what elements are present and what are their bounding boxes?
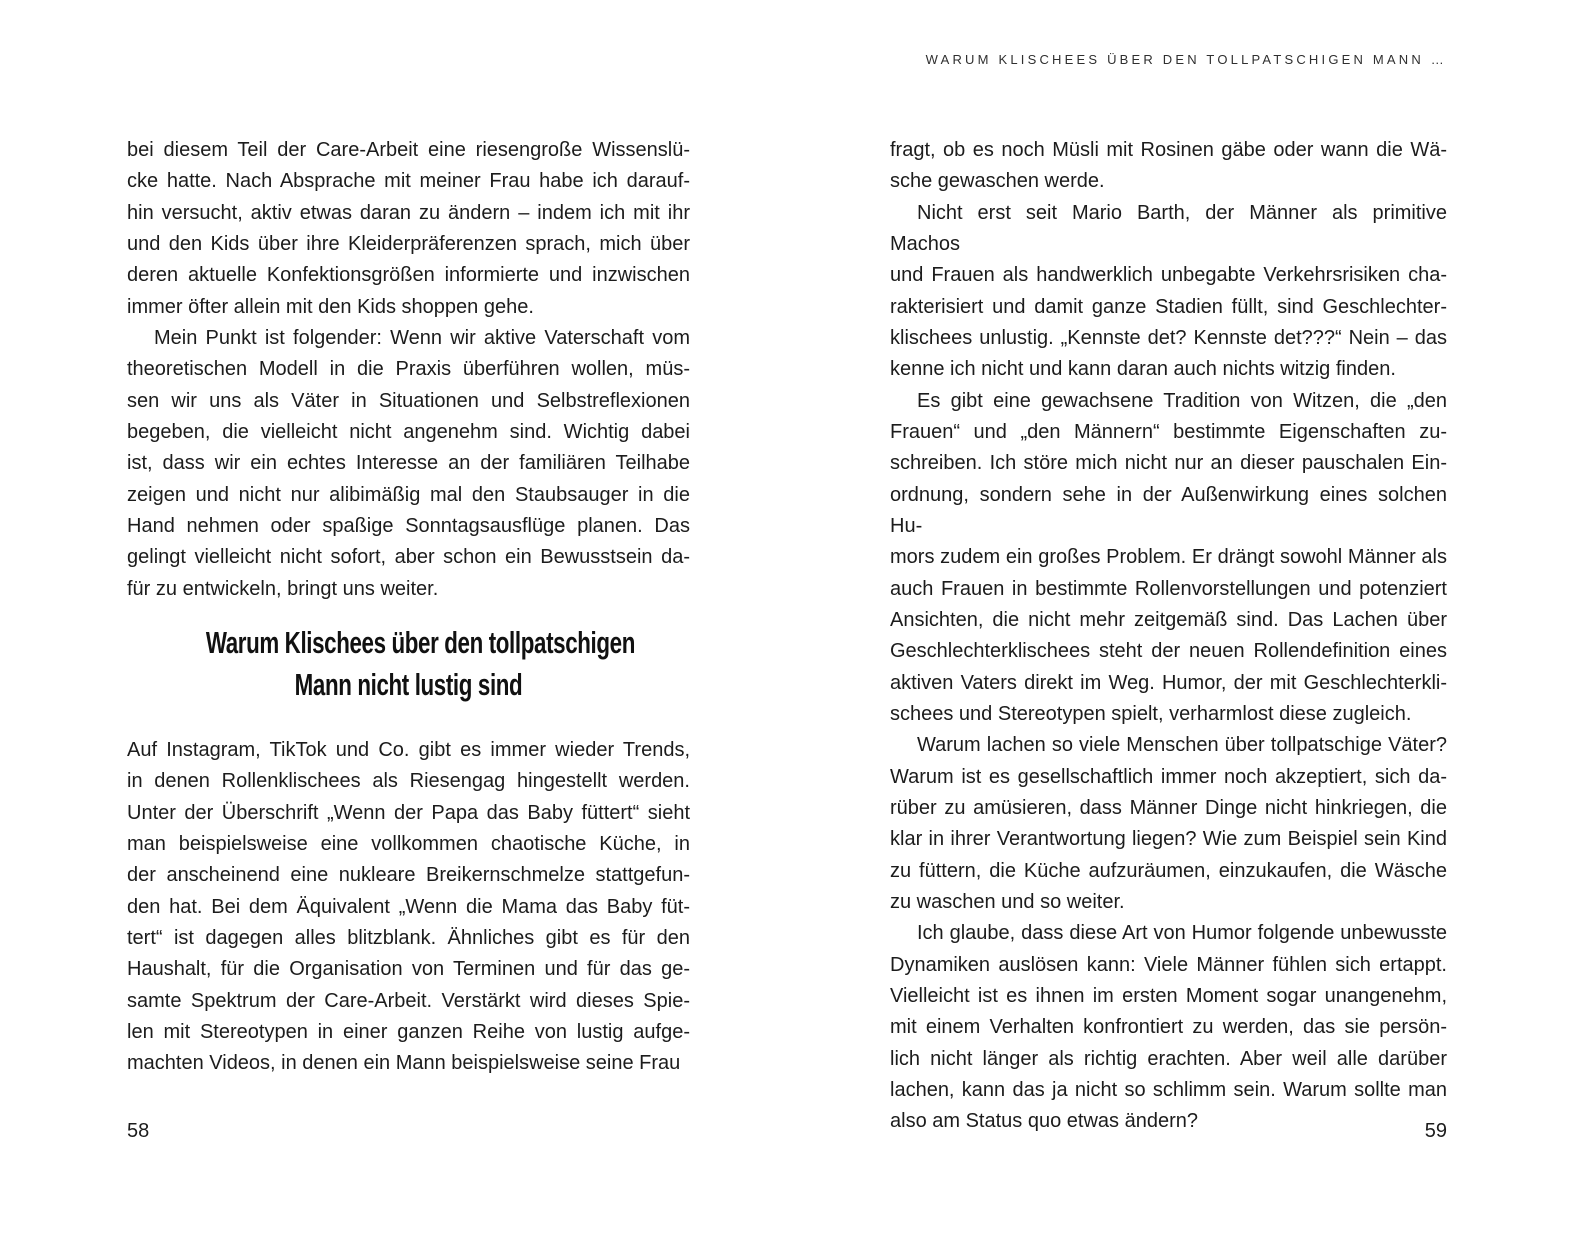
text-line: len mit Stereotypen in einer ganzen Reihe von lustig aufge- (127, 1020, 690, 1043)
text-line: Mein Punkt ist folgender: Wenn wir aktive Vaterschaft vom (154, 326, 690, 349)
text-line: schees und Stereotypen spielt, verharmlost diese zugleich. (890, 702, 1412, 725)
text-line: klar in ihrer Verantwortung liegen? Wie zum Beispiel sein Kind (890, 828, 1447, 851)
text-line: also am Status quo etwas ändern? (890, 1110, 1198, 1133)
text-line: kenne ich nicht und kann daran auch nichts witzig finden. (890, 358, 1396, 381)
text-line: cke hatte. Nach Absprache mit meiner Frau habe ich darauf- (127, 170, 690, 193)
paragraph (890, 386, 1447, 731)
text-line: Warum ist es gesellschaftlich immer noch akzeptiert, sich da- (890, 765, 1447, 788)
paragraph (890, 135, 1447, 198)
right-page-number: 59 (1424, 1120, 1447, 1142)
text-line: deren aktuelle Konfektionsgrößen informierte und inzwischen (127, 264, 690, 287)
text-line: Dynamiken auslösen kann: Viele Männer fühlen sich ertappt. (890, 953, 1447, 976)
text-line: Hand nehmen oder spaßige Sonntagsausflüge planen. Das (127, 514, 690, 537)
text-line: zu füttern, die Küche aufzuräumen, einzukaufen, die Wäsche (890, 859, 1447, 882)
text-line: bei diesem Teil der Care-Arbeit eine riesengroße Wissenslü- (127, 139, 690, 161)
running-head: WARUM KLISCHEES ÜBER DEN TOLLPATSCHIGEN MANN … (925, 52, 1447, 67)
text-line: man beispielsweise eine vollkommen chaotische Küche, in (127, 832, 690, 855)
text-line: fragt, ob es noch Müsli mit Rosinen gäbe oder wann die Wä- (890, 139, 1447, 161)
paragraph (890, 198, 1447, 386)
text-line: mors zudem ein großes Problem. Er drängt sowohl Männer als (890, 546, 1447, 569)
text-line: aktiven Vaters direkt im Weg. Humor, der mit Geschlechterkli- (890, 671, 1447, 694)
heading-line: Mann nicht lustig sind (294, 666, 523, 702)
paragraph (127, 323, 690, 605)
text-line: sen wir uns als Väter in Situationen und Selbstreflexionen (127, 389, 690, 412)
text-line: und Frauen als handwerklich unbegabte Verkehrsrisiken cha- (890, 264, 1447, 287)
text-line: zeigen und nicht nur alibimäßig mal den Staubsauger in die (127, 483, 690, 506)
text-line: Frauen“ und „den Männern“ bestimmte Eigenschaften zu- (890, 420, 1447, 443)
section-heading (127, 622, 690, 706)
text-line: immer öfter allein mit den Kids shoppen gehe. (127, 295, 534, 318)
text-line: in denen Rollenklischees als Riesengag hingestellt werden. (127, 770, 690, 793)
text-line: Unter der Überschrift „Wenn der Papa das Baby füttert“ sieht (127, 801, 690, 824)
paragraph (890, 918, 1447, 1137)
left-page-number: 58 (127, 1120, 150, 1142)
text-line: gelingt vielleicht nicht sofort, aber schon ein Bewusstsein da- (127, 546, 690, 569)
text-line: den hat. Bei dem Äquivalent „Wenn die Mama das Baby füt- (127, 895, 690, 918)
left-page-text-column (127, 135, 690, 1080)
text-line: sche gewaschen werde. (890, 170, 1105, 193)
text-line: lachen, kann das ja nicht so schlimm sein. Warum sollte man (890, 1078, 1447, 1101)
heading-line: Warum Klischees über den tollpatschigen (205, 624, 635, 660)
paragraph (890, 730, 1447, 918)
text-line: Warum lachen so viele Menschen über tollpatschige Väter? (917, 734, 1447, 757)
text-line: zu waschen und so weiter. (890, 890, 1125, 913)
text-line: auch Frauen in bestimmte Rollenvorstellungen und potenziert (890, 577, 1447, 600)
text-line: und den Kids über ihre Kleiderpräferenzen sprach, mich über (127, 232, 690, 255)
text-line: rüber zu amüsieren, dass Männer Dinge nicht hinkriegen, die (890, 796, 1447, 819)
text-line: tert“ ist dagegen alles blitzblank. Ähnliches gibt es für den (127, 926, 690, 949)
text-line: für zu entwickeln, bringt uns weiter. (127, 577, 439, 600)
text-line: theoretischen Modell in die Praxis überführen wollen, müs- (127, 358, 690, 381)
text-line: machten Videos, in denen ein Mann beispielsweise seine Frau (127, 1052, 681, 1075)
text-line: der anscheinend eine nukleare Breikernschmelze stattgefun- (127, 864, 690, 887)
text-line: ordnung, sondern sehe in der Außenwirkung eines solchen Hu- (890, 483, 1447, 537)
text-line: Geschlechterklischees steht der neuen Rollendefinition eines (890, 640, 1447, 663)
text-line: Vielleicht ist es ihnen im ersten Moment sogar unangenehm, (890, 984, 1447, 1007)
text-line: rakterisiert und damit ganze Stadien füllt, sind Geschlechter- (890, 295, 1447, 318)
text-line: lich nicht länger als richtig erachten. Aber weil alle darüber (890, 1047, 1447, 1070)
text-line: Auf Instagram, TikTok und Co. gibt es immer wieder Trends, (127, 738, 690, 761)
text-line: Nicht erst seit Mario Barth, der Männer als primitive Machos (890, 201, 1447, 255)
text-line: Ansichten, die nicht mehr zeitgemäß sind. Das Lachen über (890, 608, 1447, 631)
text-line: Ich glaube, dass diese Art von Humor folgende unbewusste (917, 922, 1447, 945)
text-line: schreiben. Ich störe mich nicht nur an dieser pauschalen Ein- (890, 452, 1447, 475)
text-line: Haushalt, für die Organisation von Terminen und für das ge- (127, 958, 690, 981)
text-line: klischees unlustig. „Kennste det? Kennste det???“ Nein – das (890, 326, 1447, 349)
text-line: ist, dass wir ein echtes Interesse an der familiären Teilhabe (127, 452, 690, 475)
text-line: hin versucht, aktiv etwas daran zu ändern – indem ich mit ihr (127, 201, 690, 224)
text-line: Es gibt eine gewachsene Tradition von Witzen, die „den (917, 389, 1447, 412)
paragraph (127, 135, 690, 323)
text-line: begeben, die vielleicht nicht angenehm sind. Wichtig dabei (127, 420, 690, 443)
paragraph (127, 735, 690, 1080)
right-page-text-column (890, 135, 1447, 1138)
text-line: samte Spektrum der Care-Arbeit. Verstärkt wird dieses Spie- (127, 989, 690, 1012)
text-line: mit einem Verhalten konfrontiert zu werden, das sie persön- (890, 1016, 1447, 1039)
